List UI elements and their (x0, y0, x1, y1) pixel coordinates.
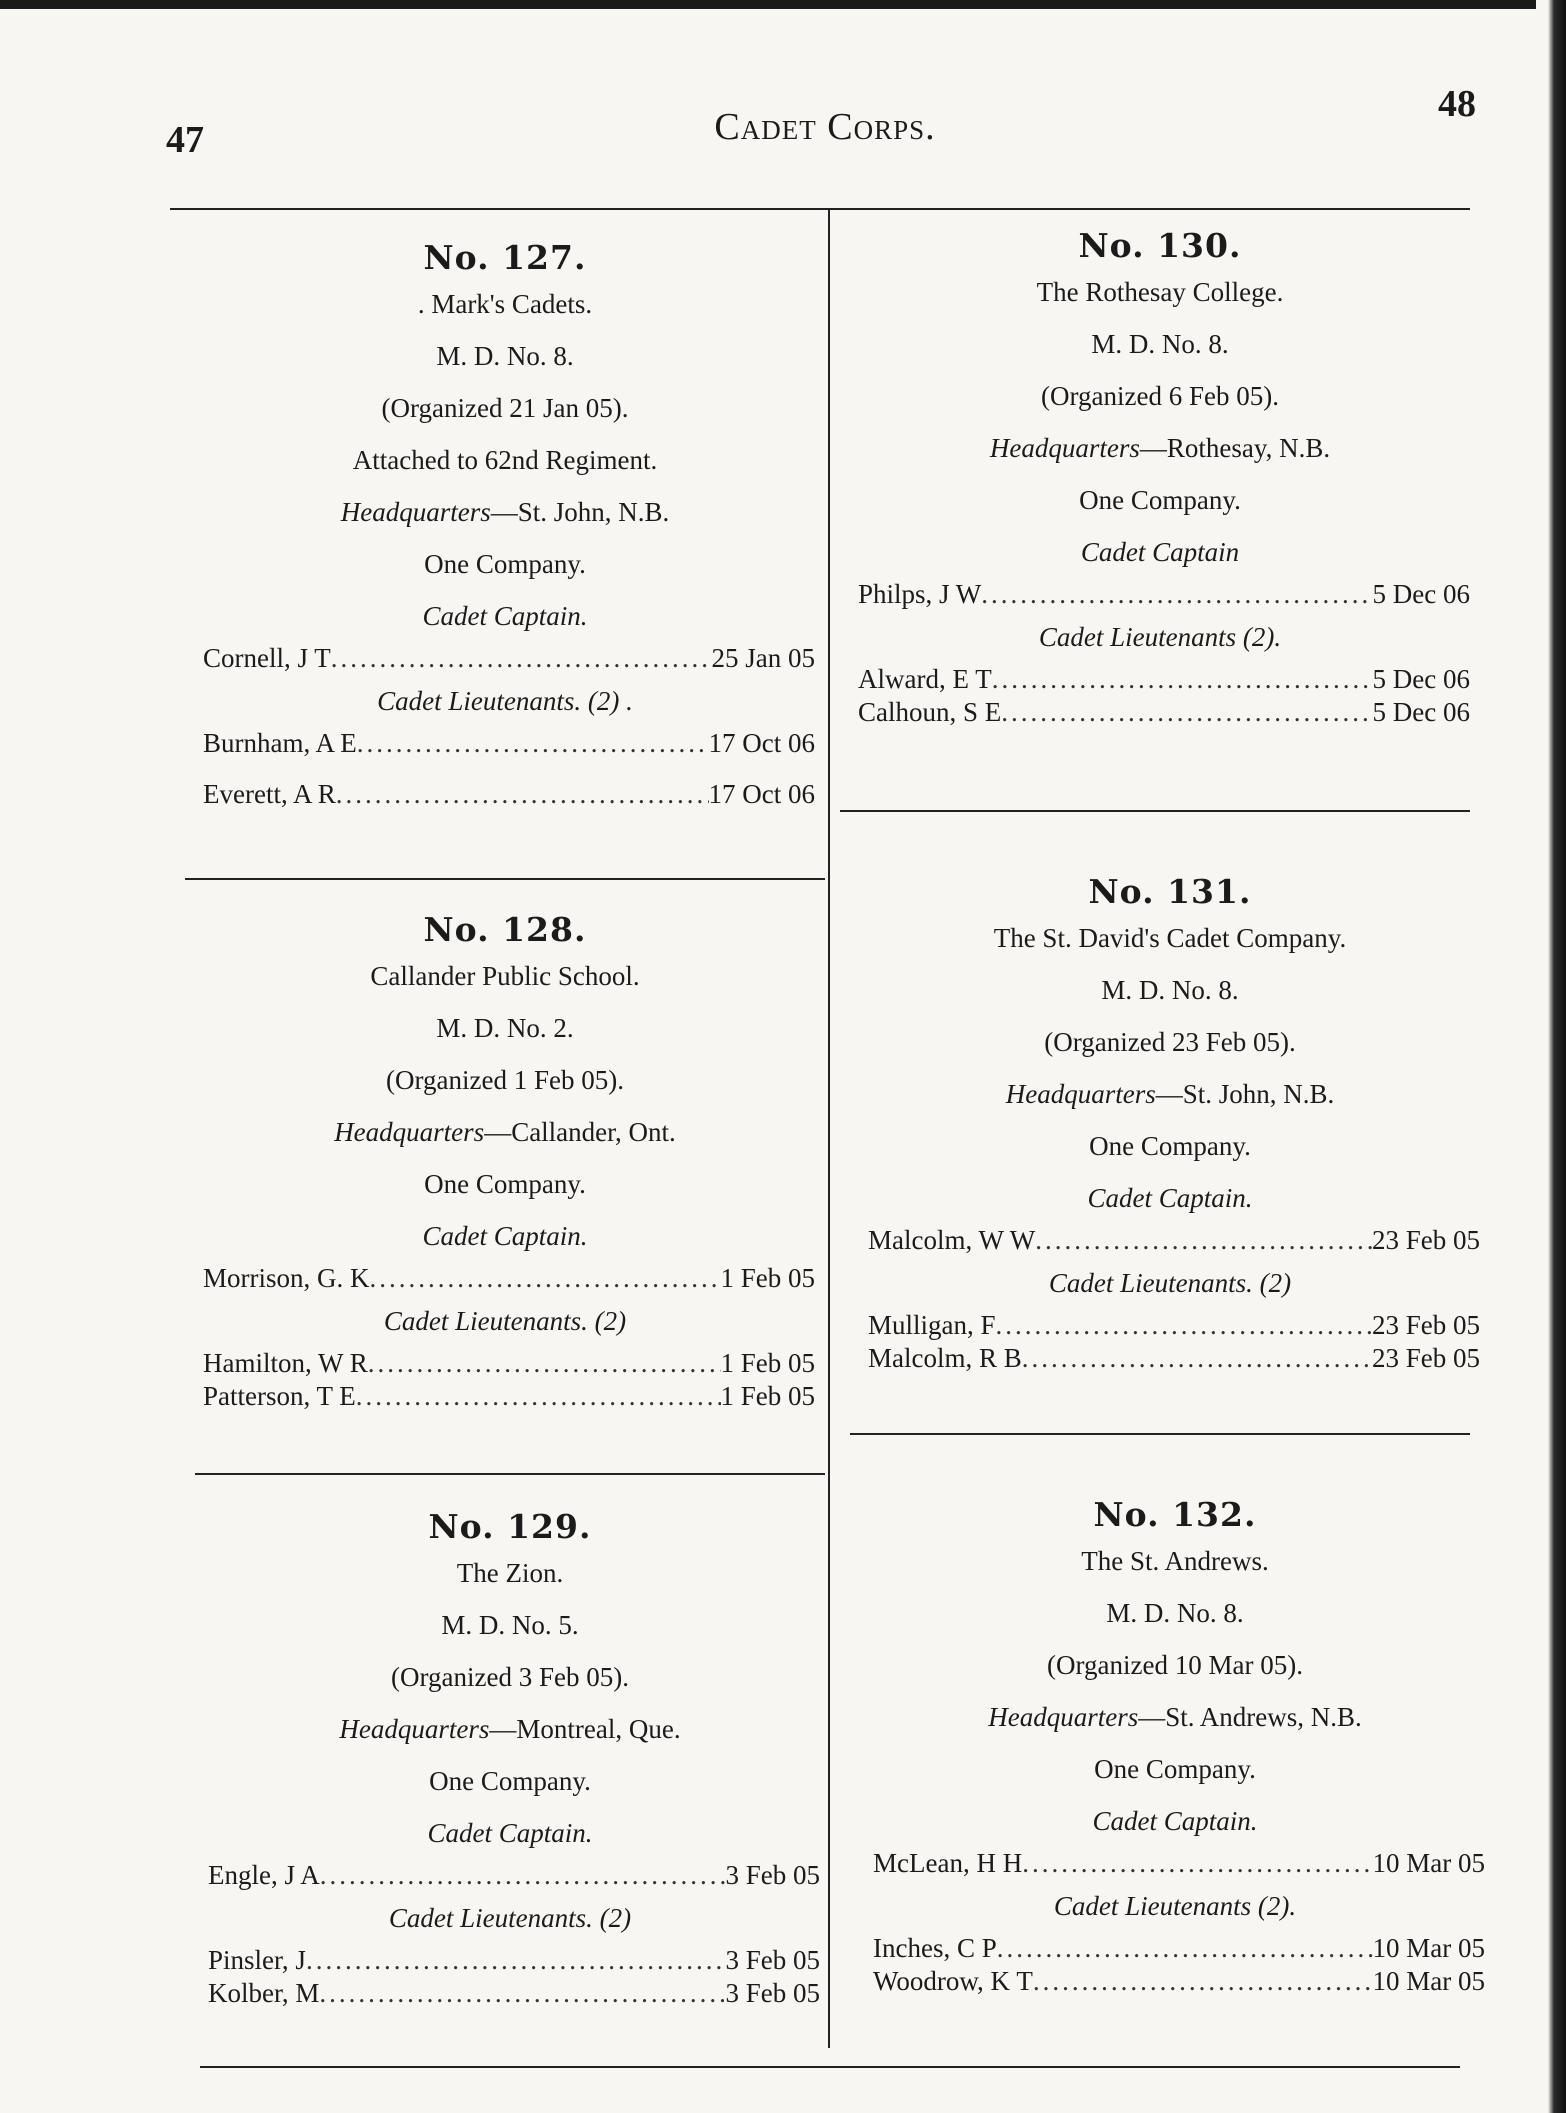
captain-row (190, 1859, 830, 1892)
cadet-corps-entry (840, 226, 1480, 729)
commission-date: 1 Feb 05 (720, 1381, 815, 1411)
lieutenant-row (185, 727, 825, 760)
lieutenants-heading: Cadet Lieutenants. (2) (383, 1306, 627, 1336)
headquarters (185, 486, 825, 538)
corps-number: No. 128. (423, 910, 587, 949)
organized-date: (Organized 10 Mar 05). (1047, 1650, 1303, 1680)
corps-number: No. 131. (1088, 872, 1252, 911)
lieutenants-heading: Cadet Lieutenants. (2) . (377, 686, 633, 716)
captain-heading: Cadet Captain. (1087, 1183, 1253, 1213)
leader-dots (997, 1932, 1373, 1965)
headquarters-label: Headquarters (340, 497, 491, 527)
military-district: M. D. No. 8. (1091, 329, 1229, 359)
commission-date: 23 Feb 05 (1372, 1310, 1480, 1340)
lieutenant-row (185, 1347, 825, 1380)
commission-date: 17 Oct 06 (708, 728, 815, 758)
company-count: One Company. (1094, 1754, 1256, 1784)
captain-row (185, 1262, 825, 1295)
attached-regiment: Attached to 62nd Regiment. (352, 445, 658, 475)
captain-row (185, 642, 825, 675)
commission-date: 5 Dec 06 (1372, 579, 1470, 609)
officer-name: Engle, J A (208, 1860, 320, 1890)
corps-name: . Mark's Cadets. (417, 289, 593, 319)
captain-row (855, 1847, 1495, 1880)
leader-dots (319, 1977, 725, 2010)
leader-dots (981, 578, 1372, 611)
officer-name: Mulligan, F (868, 1310, 996, 1340)
headquarters-label: Headquarters (339, 1714, 490, 1744)
leader-dots (357, 727, 709, 760)
headquarters (185, 1106, 825, 1158)
lieutenants-heading: Cadet Lieutenants. (2) (1048, 1268, 1292, 1298)
leader-dots (370, 1262, 721, 1295)
cadet-corps-entry (185, 238, 825, 811)
headquarters-label: Headquarters (988, 1702, 1139, 1732)
corps-number: No. 129. (428, 1507, 592, 1546)
corps-name: Callander Public School. (370, 961, 640, 991)
lieutenant-row (850, 1309, 1490, 1342)
lieutenants-heading: Cadet Lieutenants. (2) (388, 1903, 632, 1933)
captain-heading: Cadet Captain. (422, 1221, 588, 1251)
company-count: One Company. (1089, 1131, 1251, 1161)
lieutenant-row (850, 1342, 1490, 1375)
headquarters (190, 1703, 830, 1755)
commission-date: 10 Mar 05 (1372, 1933, 1485, 1963)
headquarters-place: —Rothesay, N.B. (1139, 433, 1331, 463)
leader-dots (331, 642, 712, 675)
section-rule (195, 1473, 825, 1475)
commission-date: 3 Feb 05 (725, 1860, 820, 1890)
section-rule (850, 1433, 1470, 1435)
captain-heading: Cadet Captain. (427, 1818, 593, 1848)
headquarters-place: —St. Andrews, N.B. (1138, 1702, 1362, 1732)
military-district: M. D. No. 8. (436, 341, 574, 371)
military-district: M. D. No. 5. (441, 1610, 579, 1640)
leader-dots (1001, 696, 1372, 729)
leader-dots (320, 1859, 726, 1892)
organized-date: (Organized 6 Feb 05). (1041, 381, 1279, 411)
section-rule (185, 878, 825, 880)
military-district: M. D. No. 2. (436, 1013, 574, 1043)
headquarters (855, 1691, 1495, 1743)
headquarters-label: Headquarters (989, 433, 1140, 463)
officer-name: Woodrow, K T (873, 1966, 1033, 1996)
officer-name: Morrison, G. K (203, 1263, 370, 1293)
leader-dots (356, 1380, 721, 1413)
officer-name: McLean, H H (873, 1848, 1023, 1878)
officer-name: Inches, C P (873, 1933, 997, 1963)
leader-dots (992, 663, 1373, 696)
company-count: One Company. (429, 1766, 591, 1796)
company-count: One Company. (424, 549, 586, 579)
company-count: One Company. (424, 1169, 586, 1199)
commission-date: 3 Feb 05 (725, 1945, 820, 1975)
organized-date: (Organized 23 Feb 05). (1044, 1027, 1296, 1057)
leader-dots (306, 1944, 726, 1977)
headquarters (840, 422, 1480, 474)
leader-dots (1022, 1847, 1372, 1880)
cadet-corps-entry (855, 1495, 1495, 1998)
section-rule (840, 810, 1470, 812)
lieutenant-row (855, 1965, 1495, 1998)
page-number-left: 47 (166, 119, 204, 161)
corps-name: The St. David's Cadet Company. (993, 923, 1347, 953)
headquarters-place: —Callander, Ont. (484, 1117, 676, 1147)
officer-name: Calhoun, S E (858, 697, 1002, 727)
headquarters-place: —St. John, N.B. (1155, 1079, 1335, 1109)
officer-name: Kolber, M (208, 1978, 320, 2008)
commission-date: 25 Jan 05 (711, 643, 815, 673)
lieutenant-row (190, 1977, 830, 2010)
lieutenant-row (840, 696, 1480, 729)
officer-name: Philps, J W (858, 579, 982, 609)
lieutenants-heading: Cadet Lieutenants (2). (1053, 1891, 1297, 1921)
binding-edge (1536, 0, 1566, 2113)
organized-date: (Organized 21 Jan 05). (381, 393, 629, 423)
officer-name: Everett, A R (203, 779, 336, 809)
commission-date: 1 Feb 05 (720, 1348, 815, 1378)
company-count: One Company. (1079, 485, 1241, 515)
commission-date: 23 Feb 05 (1372, 1343, 1480, 1373)
running-heading: Cadet Corps. (714, 106, 936, 148)
officer-name: Alward, E T (858, 664, 992, 694)
corps-name: The St. Andrews. (1081, 1546, 1269, 1576)
headquarters-label: Headquarters (334, 1117, 485, 1147)
commission-date: 23 Feb 05 (1372, 1225, 1480, 1255)
officer-name: Patterson, T E (203, 1381, 356, 1411)
leader-dots (996, 1309, 1372, 1342)
officer-name: Burnham, A E (203, 728, 357, 758)
officer-name: Malcolm, W W (868, 1225, 1036, 1255)
cadet-corps-entry (850, 872, 1490, 1375)
captain-heading: Cadet Captain. (422, 601, 588, 631)
header-rule (170, 208, 1470, 210)
lieutenants-heading: Cadet Lieutenants (2). (1038, 622, 1282, 652)
corps-name: The Rothesay College. (1036, 277, 1284, 307)
captain-heading: Cadet Captain. (1092, 1806, 1258, 1836)
corps-name: The Zion. (456, 1558, 564, 1588)
corps-number: No. 127. (423, 238, 587, 277)
officer-name: Malcolm, R B (868, 1343, 1022, 1373)
cadet-corps-entry (190, 1507, 830, 2010)
organized-date: (Organized 1 Feb 05). (386, 1065, 624, 1095)
officer-name: Pinsler, J (208, 1945, 306, 1975)
headquarters (850, 1068, 1490, 1120)
commission-date: 1 Feb 05 (720, 1263, 815, 1293)
commission-date: 17 Oct 06 (708, 779, 815, 809)
page-number-right: 48 (1438, 83, 1476, 125)
leader-dots (1035, 1224, 1372, 1257)
captain-row (850, 1224, 1490, 1257)
lieutenant-row (190, 1944, 830, 1977)
headquarters-place: —St. John, N.B. (490, 497, 670, 527)
bottom-rule (200, 2066, 1460, 2068)
lieutenant-row (855, 1932, 1495, 1965)
military-district: M. D. No. 8. (1101, 975, 1239, 1005)
commission-date: 5 Dec 06 (1372, 697, 1470, 727)
military-district: M. D. No. 8. (1106, 1598, 1244, 1628)
officer-name: Cornell, J T (203, 643, 331, 673)
commission-date: 10 Mar 05 (1372, 1848, 1485, 1878)
leader-dots (1022, 1342, 1372, 1375)
lieutenant-row (185, 1380, 825, 1413)
leader-dots (368, 1347, 721, 1380)
lieutenant-row (185, 778, 825, 811)
captain-row (840, 578, 1480, 611)
corps-number: No. 130. (1078, 226, 1242, 265)
cadet-corps-entry (185, 910, 825, 1413)
commission-date: 3 Feb 05 (725, 1978, 820, 2008)
officer-name: Hamilton, W R (203, 1348, 368, 1378)
commission-date: 10 Mar 05 (1372, 1966, 1485, 1996)
headquarters-label: Headquarters (1005, 1079, 1156, 1109)
captain-heading: Cadet Captain (1080, 537, 1240, 567)
leader-dots (336, 778, 709, 811)
leader-dots (1033, 1965, 1373, 1998)
top-edge-bar (0, 0, 1540, 9)
corps-number: No. 132. (1093, 1495, 1257, 1534)
commission-date: 5 Dec 06 (1372, 664, 1470, 694)
headquarters-place: —Montreal, Que. (489, 1714, 681, 1744)
organized-date: (Organized 3 Feb 05). (391, 1662, 629, 1692)
lieutenant-row (840, 663, 1480, 696)
